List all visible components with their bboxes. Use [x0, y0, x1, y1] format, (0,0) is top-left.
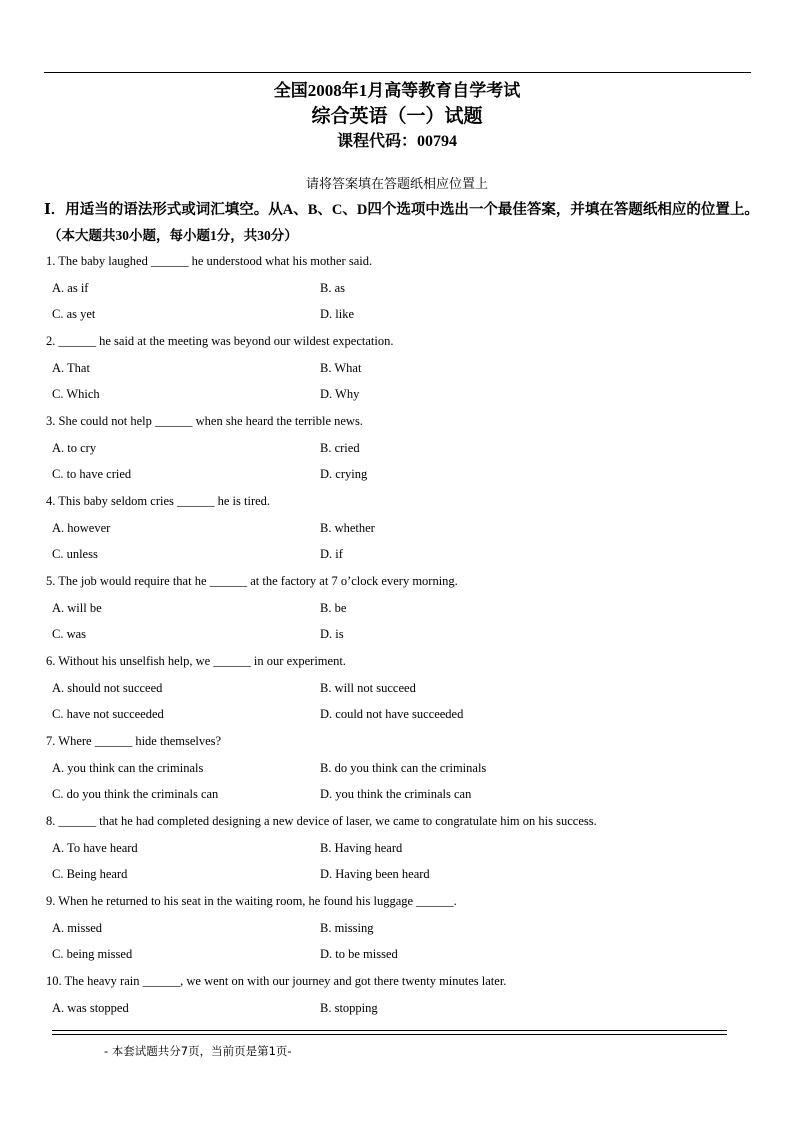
option-d: D. you think the criminals can [320, 787, 472, 801]
option-c: C. Being heard [52, 867, 128, 881]
option-d: D. if [320, 547, 343, 561]
exam-title: 全国2008年1月高等教育自学考试 [273, 81, 521, 100]
option-c: C. was [52, 627, 87, 641]
option-c: C. unless [52, 547, 98, 561]
option-a: A. you think can the criminals [52, 761, 204, 775]
option-b: B. do you think can the criminals [320, 761, 487, 775]
option-d: D. Why [320, 387, 360, 401]
option-a: A. as if [52, 281, 89, 295]
question-stem: 10. The heavy rain ______, we went on with our journey and got there twenty minutes later. [46, 974, 507, 988]
section-title: Ⅰ．用适当的语法形式或词汇填空。从A、B、C、D四个选项中选出一个最佳答案，并填在答题纸相应的位置上。 [44, 202, 759, 218]
course-code: 课程代码：00794 [336, 133, 457, 150]
option-a: A. missed [52, 921, 102, 935]
option-c: C. Which [52, 387, 100, 401]
exam-subtitle: 综合英语（一）试题 [311, 106, 483, 127]
question-stem: 6. Without his unselfish help, we ______ in our experiment. [46, 654, 346, 668]
option-a: A. To have heard [52, 841, 138, 855]
question-stem: 9. When he returned to his seat in the waiting room, he found his luggage ______. [46, 894, 457, 908]
option-a: A. to cry [52, 441, 97, 455]
option-a: A. That [52, 361, 90, 375]
option-a: A. should not succeed [52, 681, 163, 695]
answer-instruction: 请将答案填在答题纸相应位置上 [305, 177, 488, 192]
option-b: B. whether [320, 521, 375, 535]
option-b: B. cried [320, 441, 360, 455]
option-d: D. to be missed [320, 947, 398, 961]
option-c: C. as yet [52, 307, 96, 321]
option-a: A. however [52, 521, 111, 535]
option-d: D. Having been heard [320, 867, 430, 881]
option-c: C. have not succeeded [52, 707, 164, 721]
question-stem: 5. The job would require that he ______ at the factory at 7 o’clock every morning. [46, 574, 458, 588]
option-b: B. Having heard [320, 841, 403, 855]
question-stem: 2. ______ he said at the meeting was beyond our wildest expectation. [46, 334, 394, 348]
option-b: B. missing [320, 921, 374, 935]
option-c: C. do you think the criminals can [52, 787, 219, 801]
option-b: B. stopping [320, 1001, 378, 1015]
question-stem: 7. Where ______ hide themselves? [46, 734, 222, 748]
page-footer: - 本套试题共分7页，当前页是第1页- [104, 1044, 292, 1058]
option-b: B. as [320, 281, 345, 295]
option-d: D. is [320, 627, 344, 641]
question-stem: 1. The baby laughed ______ he understood what his mother said. [46, 254, 373, 268]
footer-rule [52, 1030, 727, 1031]
option-d: D. crying [320, 467, 368, 481]
option-a: A. was stopped [52, 1001, 129, 1015]
option-c: C. to have cried [52, 467, 132, 481]
section-subtitle: （本大题共30小题，每小题1分，共30分） [48, 228, 298, 243]
header-top-rule [44, 72, 751, 73]
question-stem: 4. This baby seldom cries ______ he is tired. [46, 494, 271, 508]
question-stem: 8. ______ that he had completed designing a new device of laser, we came to congratulate him on his success. [46, 814, 597, 828]
option-b: B. What [320, 361, 362, 375]
option-d: D. could not have succeeded [320, 707, 464, 721]
option-b: B. will not succeed [320, 681, 416, 695]
footer-rule [52, 1034, 727, 1035]
option-b: B. be [320, 601, 347, 615]
question-stem: 3. She could not help ______ when she heard the terrible news. [46, 414, 363, 428]
option-a: A. will be [52, 601, 102, 615]
option-c: C. being missed [52, 947, 133, 961]
option-d: D. like [320, 307, 355, 321]
